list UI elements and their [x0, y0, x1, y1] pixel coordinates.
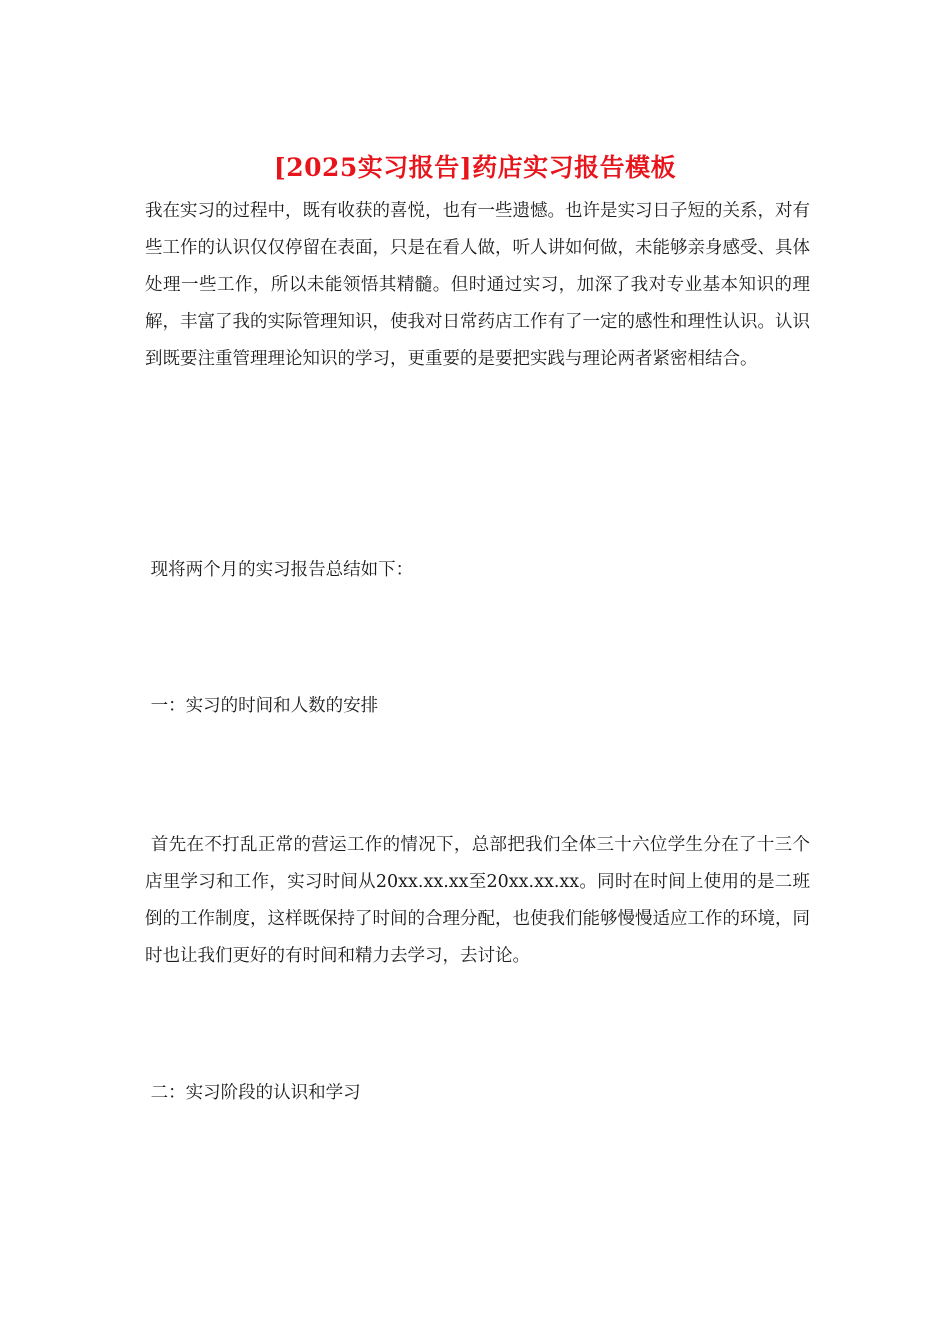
summary-text: 现将两个月的实习报告总结如下： — [150, 560, 414, 580]
section-heading-1 — [145, 688, 810, 725]
section-1-paragraph — [145, 827, 810, 975]
section-heading-2 — [145, 1075, 810, 1112]
section-heading-1-text: 一：实习的时间和人数的安排 — [150, 696, 379, 716]
section-heading-2-text: 二：实习阶段的认识和学习 — [150, 1083, 361, 1103]
document-title: [2025实习报告]药店实习报告模板 — [273, 153, 677, 182]
summary-line — [145, 552, 810, 589]
intro-paragraph: 我在实习的过程中，既有收获的喜悦，也有一些遗憾。也许是实习日子短的关系，对有些工作的认识仅仅停留在表面，只是在看人做，听人讲如何做，未能够亲身感受、具体处理一些工作，所以未能领悟其精髓。但时通过实习，加深了我对专业基本知识的理解，丰富了我的实际管理知识，使我对日常药店工作有了一定的感性和理性认识。认识到既要注重管理理论知识的学习，更重要的是要把实践与理论两者紧密相结合。 — [145, 201, 810, 369]
section-1-text: 首先在不打乱正常的营运工作的情况下，总部把我们全体三十六位学生分在了十三个店里学习和工作，实习时间从20xx.xx.xx至20xx.xx.xx。同时在时间上使用的是二班倒的工作制度，这样既保持了时间的合理分配，也使我们能够慢慢适应工作的环境，同时也让我们更好的有时间和精力去学习，去讨论。 — [145, 835, 810, 966]
